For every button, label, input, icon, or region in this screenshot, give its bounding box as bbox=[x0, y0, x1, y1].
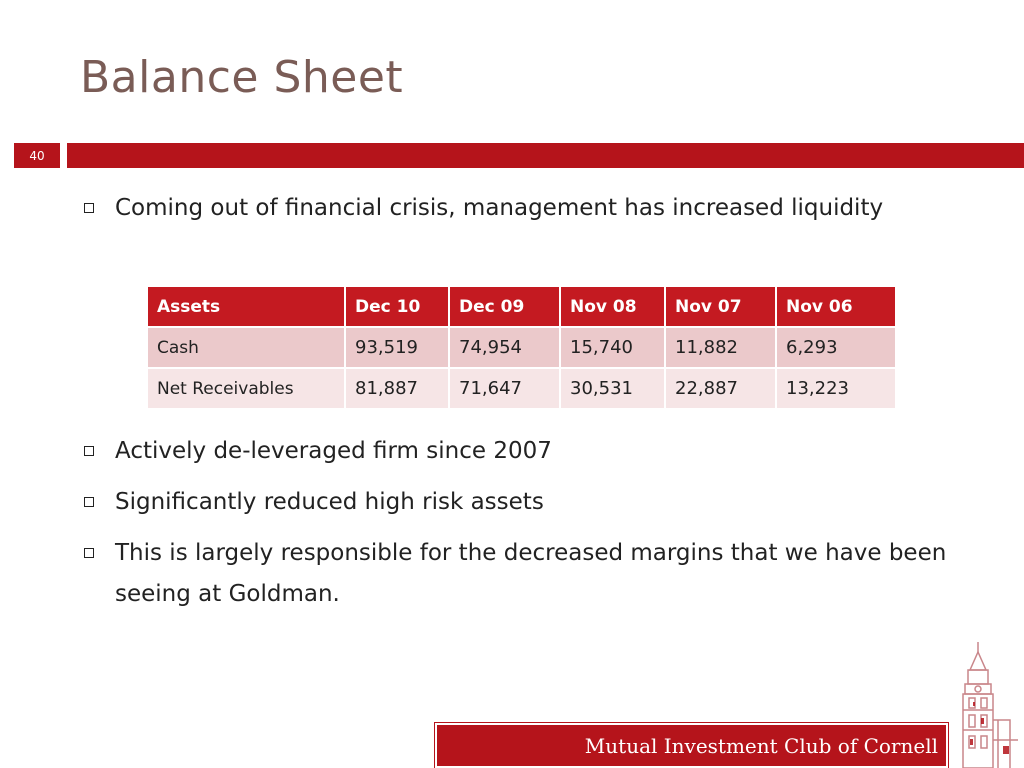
hollow-square-bullet-icon bbox=[84, 203, 94, 213]
table-cell: 30,531 bbox=[560, 368, 665, 409]
row-label-net-receivables: Net Receivables bbox=[147, 368, 345, 409]
table-cell: 81,887 bbox=[345, 368, 449, 409]
table-cell: 93,519 bbox=[345, 327, 449, 368]
table-header-row bbox=[147, 286, 896, 327]
table-cell: 6,293 bbox=[776, 327, 896, 368]
bullet-item bbox=[80, 188, 960, 229]
bullet-item bbox=[80, 533, 960, 615]
footer-org-banner bbox=[435, 723, 948, 768]
bullet-item bbox=[80, 431, 960, 472]
table-cell: 22,887 bbox=[665, 368, 776, 409]
bullet-list-top bbox=[80, 188, 960, 229]
bullet-text: Significantly reduced high risk assets bbox=[115, 489, 544, 515]
column-header-dec-09: Dec 09 bbox=[449, 286, 560, 327]
row-label-cash: Cash bbox=[147, 327, 345, 368]
hollow-square-bullet-icon bbox=[84, 497, 94, 507]
table-row bbox=[147, 368, 896, 409]
bullet-list-bottom bbox=[80, 431, 960, 625]
clock-tower-icon bbox=[948, 640, 1024, 768]
table-cell: 71,647 bbox=[449, 368, 560, 409]
table-row bbox=[147, 327, 896, 368]
hollow-square-bullet-icon bbox=[84, 548, 94, 558]
bullet-text: Actively de-leveraged firm since 2007 bbox=[115, 438, 552, 464]
table-cell: 11,882 bbox=[665, 327, 776, 368]
hollow-square-bullet-icon bbox=[84, 446, 94, 456]
bullet-item bbox=[80, 482, 960, 523]
slide-title: Balance Sheet bbox=[80, 52, 404, 103]
slide-number: 40 bbox=[14, 143, 60, 168]
column-header-assets: Assets bbox=[147, 286, 345, 327]
table-cell: 74,954 bbox=[449, 327, 560, 368]
column-header-dec-10: Dec 10 bbox=[345, 286, 449, 327]
bullet-text: This is largely responsible for the decreased margins that we have been seeing at Goldman. bbox=[115, 540, 947, 607]
header-divider-bar bbox=[67, 143, 1024, 168]
assets-table bbox=[146, 285, 897, 410]
column-header-nov-08: Nov 08 bbox=[560, 286, 665, 327]
footer-org-name: Mutual Investment Club of Cornell bbox=[584, 733, 938, 758]
column-header-nov-07: Nov 07 bbox=[665, 286, 776, 327]
table-cell: 15,740 bbox=[560, 327, 665, 368]
bullet-text: Coming out of financial crisis, management has increased liquidity bbox=[115, 195, 884, 221]
table-cell: 13,223 bbox=[776, 368, 896, 409]
column-header-nov-06: Nov 06 bbox=[776, 286, 896, 327]
